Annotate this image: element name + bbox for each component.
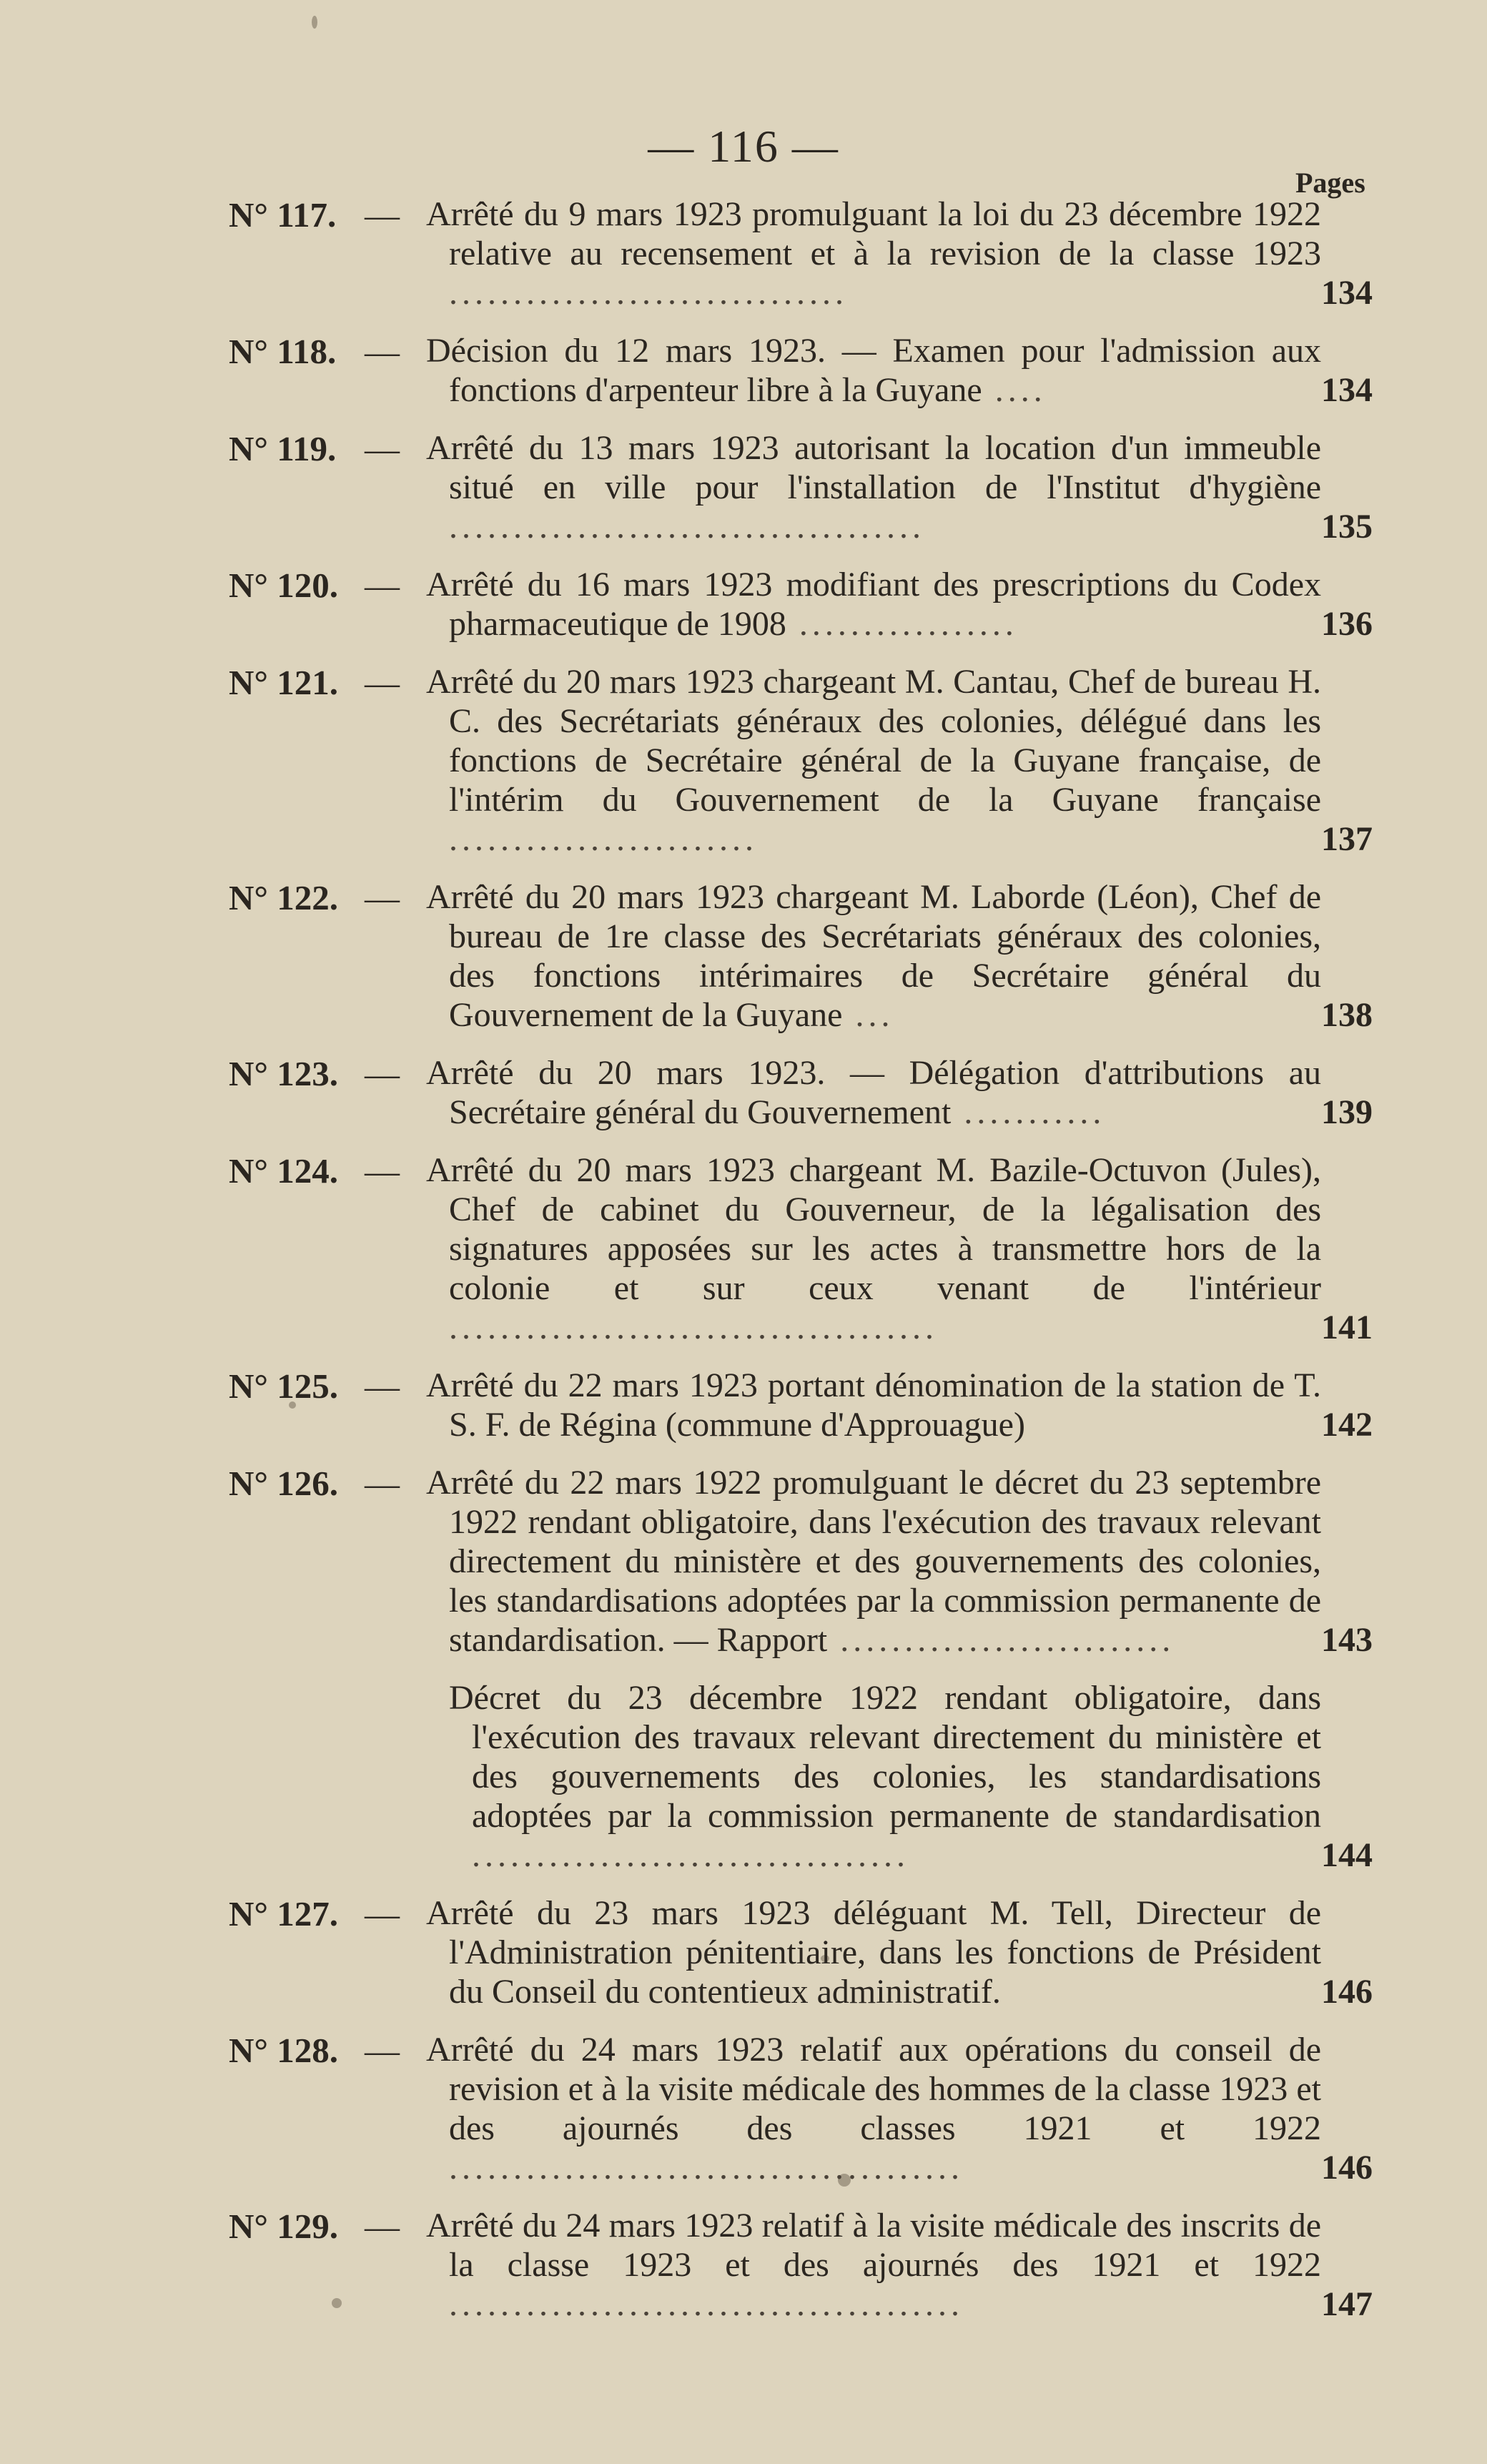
entry-title: Arrêté du 20 mars 1923 chargeant M. Laborde (Léon), Chef de bureau de 1re classe des Secrétariats généraux des colonies, des fonctions intérimaires de Secrétaire général du Gouvernement de la Guyane	[426, 878, 1321, 1034]
entry-title: Arrêté du 20 mars 1923 chargeant M. Cantau, Chef de bureau H. C. des Secrétariats généraux des colonies, délégué dans les fonctions de Secrétaire général de la Guyane française, de l'intérim du Gouvernement de la Guyane française	[426, 663, 1321, 819]
entry-title: Arrêté du 20 mars 1923. — Délégation d'attributions au Secrétaire général du Gouvernement	[426, 1054, 1321, 1131]
entry-dash: —	[365, 2031, 400, 2070]
entry-title: Arrêté du 9 mars 1923 promulguant la loi du 23 décembre 1922 relative au recensement et à la revision de la classe 1923	[426, 195, 1321, 272]
entry-number: N° 121.	[229, 663, 338, 702]
entry-dash: —	[365, 663, 400, 702]
entry-number: N° 117.	[229, 195, 337, 235]
ink-speck	[312, 16, 317, 29]
entry-number: N° 124.	[229, 1151, 338, 1191]
entry-page: 138	[1321, 996, 1373, 1034]
entry-title: Décret du 23 décembre 1922 rendant obligatoire, dans l'exécution des travaux relevant directement du ministère et des gouvernements des colonies, les standardisations adoptées par la commission permanente de standardisation	[449, 1679, 1321, 1835]
entry-page: 144	[1321, 1836, 1373, 1874]
entry-dash: —	[365, 1151, 400, 1191]
entry-dash: —	[365, 1366, 400, 1406]
entry-number: N° 127.	[229, 1894, 338, 1933]
entry-number: N° 122.	[229, 878, 338, 917]
toc-subentry: Décret du 23 décembre 1922 rendant obligatoire, dans l'exécution des travaux relevant directement du ministère et des gouvernements des colonies, les standardisations adoptées par la commission permanente de standardisation .................................. 144	[449, 1679, 1373, 1874]
entry-page: 143	[1321, 1621, 1373, 1659]
toc-entry: N° 122. — Arrêté du 20 mars 1923 chargeant M. Laborde (Léon), Chef de bureau de 1re classe des Secrétariats généraux des colonies, des fonctions intérimaires de Secrétaire général du Gouvernement de la Guyane ... 138	[229, 878, 1373, 1034]
toc-entry: N° 119. — Arrêté du 13 mars 1923 autorisant la location d'un immeuble situé en ville pour l'installation de l'Institut d'hygiène ..................................... 135	[229, 429, 1373, 546]
table-of-contents	[0, 194, 1487, 2342]
entry-title: Arrêté du 23 mars 1923 déléguant M. Tell, Directeur de l'Administration pénitentiaire, dans les fonctions de Président du Conseil du contentieux administratif.	[426, 1894, 1321, 2011]
entry-dash: —	[365, 1894, 400, 1933]
toc-entry	[0, 1893, 1487, 2011]
toc-entry: N° 117. — Arrêté du 9 mars 1923 promulguant la loi du 23 décembre 1922 relative au recensement et à la revision de la classe 1923 ............................... 134	[229, 195, 1373, 312]
entry-number: N° 126.	[229, 1464, 338, 1503]
pages-column-label: Pages	[1295, 167, 1365, 199]
entry-dash: —	[365, 429, 400, 468]
entry-number: N° 119.	[229, 429, 337, 468]
toc-entry: N° 118. — Décision du 12 mars 1923. — Examen pour l'admission aux fonctions d'arpenteur libre à la Guyane .... 134	[229, 332, 1373, 409]
entry-dash: —	[365, 195, 400, 235]
entry-title: Arrêté du 13 mars 1923 autorisant la location d'un immeuble situé en ville pour l'installation de l'Institut d'hygiène	[426, 429, 1321, 506]
entry-page: 136	[1321, 605, 1373, 643]
entry-page: 135	[1321, 508, 1373, 546]
entry-page: 141	[1321, 1309, 1373, 1346]
entry-title: Décision du 12 mars 1923. — Examen pour l'admission aux fonctions d'arpenteur libre à la Guyane	[426, 332, 1321, 409]
toc-entry: N° 129. — Arrêté du 24 mars 1923 relatif à la visite médicale des inscrits de la classe 1923 et des ajournés des 1921 et 1922 ........................................ 147	[229, 2207, 1373, 2323]
entry-number: N° 118.	[229, 332, 337, 371]
entry-title: Arrêté du 20 mars 1923 chargeant M. Bazile-Octuvon (Jules), Chef de cabinet du Gouverneur, de la légalisation des signatures apposées sur les actes à transmettre hors de la colonie et sur ceux venant de l'intérieur	[426, 1151, 1321, 1307]
toc-entry	[0, 1366, 1487, 1444]
entry-number: N° 120.	[229, 566, 338, 605]
entry-page: 147	[1321, 2285, 1373, 2323]
entry-title: Arrêté du 24 mars 1923 relatif à la visite médicale des inscrits de la classe 1923 et des ajournés des 1921 et 1922	[426, 2207, 1321, 2284]
entry-dash: —	[365, 1054, 400, 1093]
entry-number: N° 129.	[229, 2207, 338, 2246]
entry-dash: —	[365, 332, 400, 371]
entry-page: 146	[1321, 2149, 1373, 2187]
entry-number: N° 125.	[229, 1366, 338, 1406]
entry-page: 134	[1321, 274, 1373, 312]
toc-entry: N° 128. — Arrêté du 24 mars 1923 relatif aux opérations du conseil de revision et à la visite médicale des hommes de la classe 1923 et des ajournés des classes 1921 et 1922 ........................................ 146	[229, 2031, 1373, 2187]
entry-title: Arrêté du 22 mars 1922 promulguant le décret du 23 septembre 1922 rendant obligatoire, dans l'exécution des travaux relevant directement du ministère et des gouvernements des colonies, les standardisations adoptées par la commission permanente de standardisation. — Rapport	[426, 1464, 1321, 1659]
toc-entry: N° 124. — Arrêté du 20 mars 1923 chargeant M. Bazile-Octuvon (Jules), Chef de cabinet du Gouverneur, de la légalisation des signatures apposées sur les actes à transmettre hors de la colonie et sur ceux venant de l'intérieur ...................................... 141	[229, 1151, 1373, 1346]
toc-entry: N° 123. — Arrêté du 20 mars 1923. — Délégation d'attributions au Secrétaire général du Gouvernement ........... 139	[229, 1054, 1373, 1131]
entry-title: Arrêté du 22 mars 1923 portant dénomination de la station de T. S. F. de Régina (commune d'Approuague)	[426, 1366, 1321, 1444]
entry-page: 137	[1321, 820, 1373, 858]
entry-title: Arrêté du 24 mars 1923 relatif aux opérations du conseil de revision et à la visite médicale des hommes de la classe 1923 et des ajournés des classes 1921 et 1922	[426, 2031, 1321, 2147]
entry-page: 139	[1321, 1093, 1373, 1131]
page-number: — 116 —	[648, 121, 839, 172]
entry-number: N° 123.	[229, 1054, 338, 1093]
entry-page: 146	[1321, 1973, 1373, 2011]
entry-page: 142	[1321, 1406, 1373, 1444]
entry-title: Arrêté du 16 mars 1923 modifiant des prescriptions du Codex pharmaceutique de 1908	[426, 566, 1321, 643]
entry-dash: —	[365, 878, 400, 917]
entry-page: 134	[1321, 371, 1373, 409]
toc-entry: N° 121. — Arrêté du 20 mars 1923 chargeant M. Cantau, Chef de bureau H. C. des Secrétariats généraux des colonies, délégué dans les fonctions de Secrétaire général de la Guyane française, de l'intérim du Gouvernement de la Guyane française ........................ 137	[229, 663, 1373, 858]
entry-dash: —	[365, 1464, 400, 1503]
entry-number: N° 128.	[229, 2031, 338, 2070]
entry-dash: —	[365, 2207, 400, 2246]
toc-entry: N° 120. — Arrêté du 16 mars 1923 modifiant des prescriptions du Codex pharmaceutique de 1908 ................. 136	[229, 566, 1373, 643]
entry-dash: —	[365, 566, 400, 605]
toc-entry: N° 126. — Arrêté du 22 mars 1922 promulguant le décret du 23 septembre 1922 rendant obligatoire, dans l'exécution des travaux relevant directement du ministère et des gouvernements des colonies, les standardisations adoptées par la commission permanente de standardisation. — Rapport .......................... 143	[229, 1464, 1373, 1659]
